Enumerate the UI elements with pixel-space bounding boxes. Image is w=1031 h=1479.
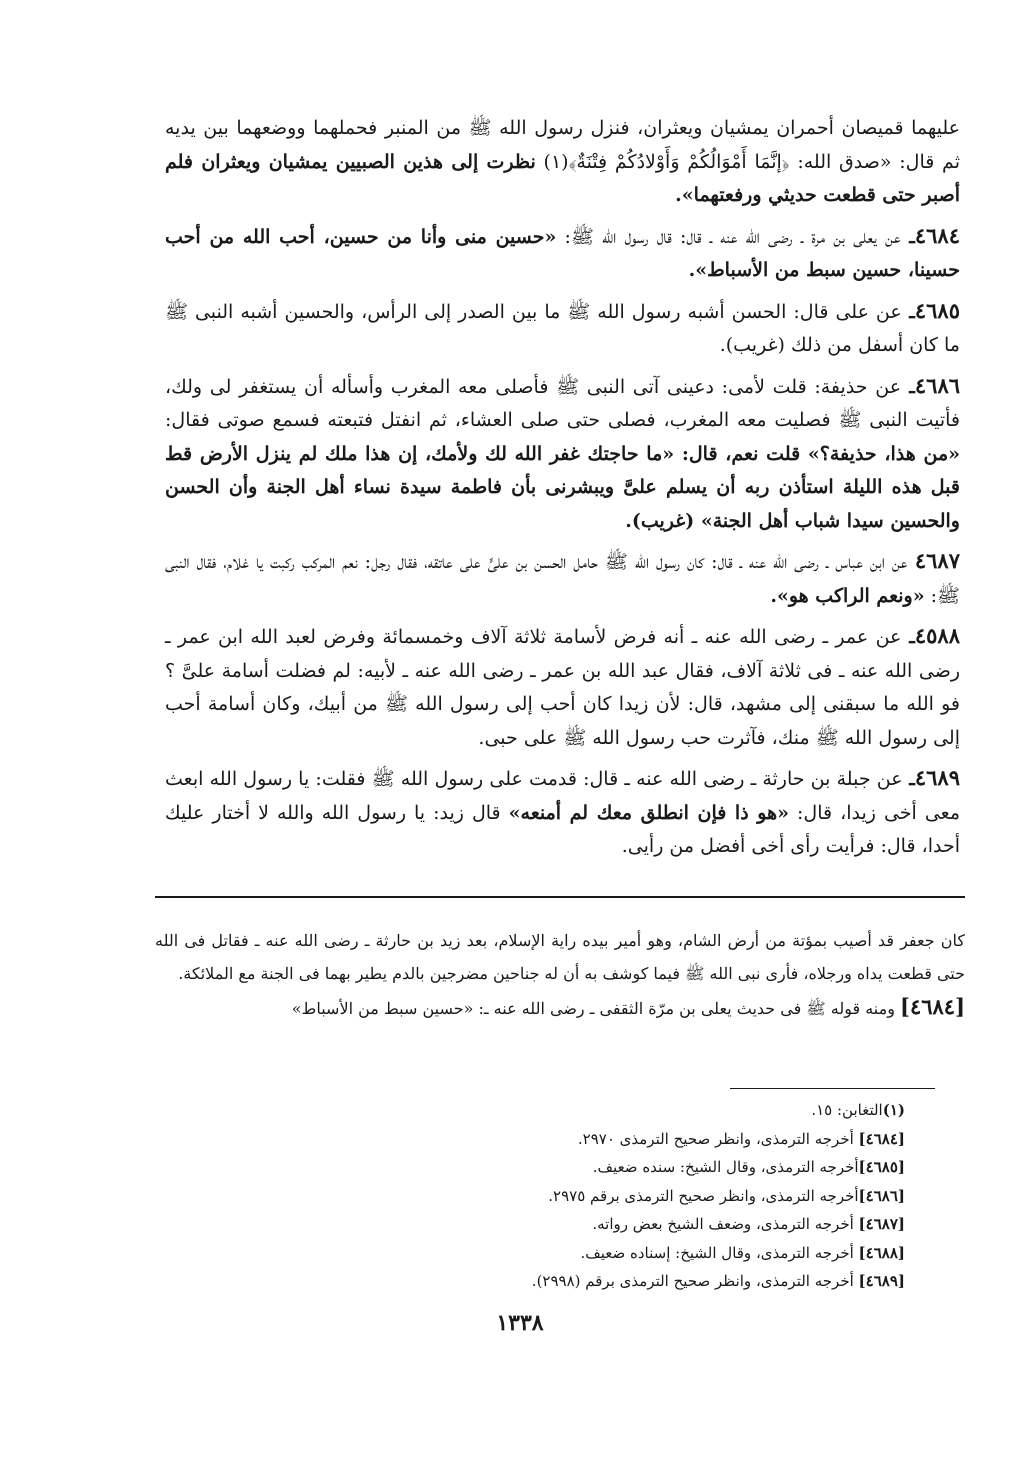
page-number: ١٣٣٨ [496,1310,544,1336]
hadith-4686 [165,369,960,539]
hadith-number: ٤٦٨٥ [914,297,960,323]
hadith-bullet [907,551,915,573]
hadith-quote: «هو ذا فإن انطلق معك لم أمنعه» [508,801,789,824]
hadith-bullet: ـ [901,626,915,648]
hadith-quote: نظرت إلى هذين الصبيين يمشيان ويعثران فلم أصبر حتى قطعت حديثي ورفعتهما». [165,150,960,206]
footnote-text: التغابن: ١٥. [811,1101,883,1119]
footnote-key: [٤٦٨٧] [858,1215,905,1233]
footnote-key: [٤٦٨٥] [858,1158,905,1176]
footnote [480,1096,905,1125]
hadith-continuation [165,112,960,213]
footnote [480,1239,905,1268]
commentary-reference-text: ومنه قوله ﷺ فى حديث يعلى بن مرّة الثقفى ـ رضى الله عنه ـ: «حسين سبط من الأسباط» [291,999,900,1018]
hadith-quote: «حسين منى وأنا من حسين، أحب الله من أحب حسينا، حسين سبط من الأسباط». [165,225,960,281]
commentary-key: [٤٦٨٤] [900,994,965,1019]
hadith-text: عن جبلة بن حارثة ـ رضى الله عنه ـ قال: قدمت على رسول الله ﷺ فقلت: يا رسول الله ابعث معى أخى زيدا، قال: [165,768,961,824]
hadith-text: عن يعلى بن مرة ـ رضى الله عنه ـ قال: قال رسول الله ﷺ: [556,225,901,248]
hadith-text: عن على قال: الحسن أشبه رسول الله ﷺ ما بين الصدر إلى الرأس، والحسين أشبه النبى ﷺ ما كان أسفل من ذلك (غريب). [165,300,960,356]
hadith-4684 [165,219,960,288]
footnote [480,1182,905,1211]
hadith-bullet: ـ [900,225,915,248]
hadith-quote: «ونعم الراكب هو». [770,584,925,607]
footnote-key: [٤٦٨٨] [858,1243,905,1262]
footnote-text: أخرجه الترمذى، وانظر صحيح الترمذى ٢٩٧٠. [577,1129,859,1148]
commentary-reference [155,990,965,1025]
commentary [155,924,965,1025]
hadith-bullet: ـ [901,300,915,323]
footnote-text: أخرجه الترمذى، وقال الشيخ: سنده ضعيف. [592,1158,859,1176]
hadith-bullet: ـ [902,768,915,790]
hadith-text: عن عمر ـ رضى الله عنه ـ أنه فرض لأسامة ثلاثة آلاف وخمسمائة وفرض لعبد الله ابن عمر ـ رضى الله عنه ـ فى ثلاثة آلاف، فقال عبد الله بن عمر ـ رضى الله عنه ـ لأبيه: لم فضلت أسامة علىَّ ؟ فو الله ما سبقنى إلى مشهد، قال: لأن زيدا كان أحب إلى رسول الله ﷺ من أبيك، وكان أسامة أحب إلى رسول الله ﷺ منك، فآثرت حب رسول الله ﷺ على حبى. [165,626,960,749]
footnote-key: (١) [882,1101,905,1119]
hadith-bullet: ـ [901,375,915,398]
hadith-text: عن حذيفة: قلت لأمى: دعينى آتى النبى ﷺ فأصلى معه المغرب وأسأله أن يستغفر لى ولك، فأتيت النبى ﷺ فصليت معه المغرب، فصلى حتى صلى العشاء، ثم انفتل فتبعته فسمع صوتى فقال: [165,375,960,431]
footnote-text: أخرجه الترمذى، وضعف الشيخ بعض رواته. [592,1215,859,1233]
hadith-4685 [165,294,960,363]
commentary-text: كان جعفر قد أصيب بمؤتة من أرض الشام، وهو أمير بيده راية الإسلام، بعد زيد بن حارثة ـ رضى الله عنه ـ فقاتل فى الله حتى قطعت يداه ورجلاه، فأرى نبى الله ﷺ فيما كوشف به أن له جناحين مضرجين بالدم يطير بهما فى الجنة مع الملائكة. [155,931,965,983]
hadith-4689 [165,761,960,864]
footnote-key: [٤٦٨٤] [858,1129,905,1148]
footnote [480,1210,905,1239]
footnote-divider [730,1088,935,1089]
footnote-key: [٤٦٨٦] [858,1186,905,1205]
hadith-4588 [165,619,960,755]
hadith-number: ٤٦٨٧ [914,548,960,573]
footnote-text: أخرجه الترمذى، وانظر صحيح الترمذى برقم (٢٩٩٨). [531,1272,859,1290]
footnote [480,1125,905,1154]
hadith-text: عن ابن عباس ـ رضى الله عنه ـ قال: كان رسول الله ﷺ حامل الحسن بن علىٍّ على عاتقه، فقال رجل: نعم المركب ركبت يا غلام، فقال النبى ﷺ: [165,551,960,607]
hadith-text: عليهما قميصان أحمران يمشيان ويعثران، فنزل رسول الله ﷺ من المنبر فحملهما ووضعهما بين يديه ثم قال: «صدق الله: ﴿إنَّمَا أَمْوَالُكُمْ وَأَوْلادُكُمْ فِتْنَةٌ﴾(١) [165,117,960,173]
hadith-number: ٤٥٨٨ [914,623,960,648]
main-text [165,112,960,870]
hadith-text-end: قال زيد: يا رسول الله والله لا أختار عليك أحدا، قال: فرأيت رأى أخى أفضل من رأيى. [165,801,960,857]
section-divider [155,896,965,898]
footnote-text: أخرجه الترمذى، وانظر صحيح الترمذى برقم ٢٩٧٥. [548,1186,859,1205]
footnote [480,1267,905,1296]
hadith-number: ٤٦٨٩ [914,765,960,790]
hadith-4687 [165,544,960,613]
footnotes [480,1096,905,1296]
footnote-key: [٤٦٨٩] [858,1272,905,1290]
hadith-number: ٤٦٨٤ [914,222,960,248]
footnote-text: أخرجه الترمذى، وقال الشيخ: إسناده ضعيف. [580,1243,859,1262]
hadith-number: ٤٦٨٦ [914,372,961,398]
hadith-quote: «من هذا، حذيفة؟» قلت نعم، قال: «ما حاجتك غفر الله لك ولأمك، إن هذا ملك لم ينزل الأرض قط قبل هذه الليلة استأذن ربه أن يسلم علىَّ ويبشرنى بأن فاطمة سيدة نساء أهل الجنة وأن الحسن والحسين سيدا شباب أهل الجنة» (غريب). [165,442,960,532]
footnote [480,1153,905,1182]
